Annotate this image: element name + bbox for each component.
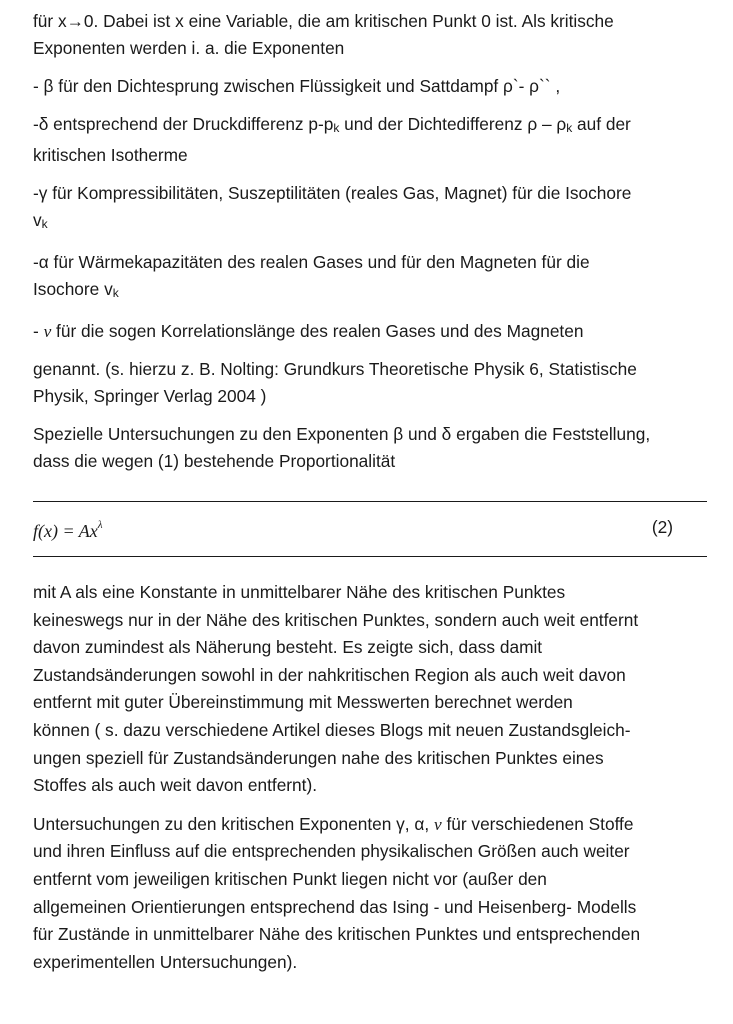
intro-line-1: für x→0. Dabei ist x eine Variable, die am kritischen Punkt 0 ist. Als kritische	[33, 11, 614, 31]
alpha-subscript-k: k	[112, 286, 119, 300]
delta-subscript-k1: k	[333, 121, 340, 135]
nu-dash: -	[33, 321, 44, 341]
special-paragraph	[33, 421, 713, 475]
delta-line-2: kritischen Isotherme	[33, 145, 188, 165]
after-line-3: davon zumindest als Näherung besteht. Es zeigte sich, dass damit	[33, 637, 543, 658]
nu-symbol: ν	[43, 322, 52, 341]
after-line-4: Zustandsänderungen sowohl in der nahkritischen Region als auch weit davon	[33, 664, 626, 685]
last-line-6: experimentellen Untersuchungen).	[33, 951, 298, 972]
equation-formula	[33, 514, 103, 545]
alpha-line-2: Isochore v	[33, 279, 113, 299]
after-line-2: keineswegs nur in der Nähe des kritischen Punktes, sondern auch weit entfernt	[33, 609, 639, 630]
equation-row	[33, 502, 713, 556]
gamma-line-1: -γ für Kompressibilitäten, Suszeptilitäten (reales Gas, Magnet) für die Isochore	[33, 183, 632, 203]
delta-text-b: und der Dichtedifferenz ρ – ρ	[339, 114, 567, 134]
gamma-v: v	[33, 210, 42, 230]
exponent-delta-item	[33, 111, 713, 169]
delta-subscript-k2: k	[566, 121, 573, 135]
last-line-2: und ihren Einfluss auf die entsprechenden physikalischen Größen auch weiter	[33, 841, 630, 862]
after-line-6: können ( s. dazu verschiedene Artikel dieses Blogs mit neuen Zustandsgleich-	[33, 719, 631, 740]
equation-lhs: f(x) = Ax	[33, 521, 98, 541]
last-line-5: für Zustände in unmittelbarer Nähe des kritischen Punktes und entsprechenden	[33, 924, 641, 945]
special-line-2: dass die wegen (1) bestehende Proportionalität	[33, 451, 396, 471]
last-line-1a: Untersuchungen zu den kritischen Exponenten γ, α,	[33, 813, 434, 834]
intro-paragraph	[33, 8, 713, 62]
equation-exponent: λ	[97, 519, 103, 531]
beta-text: - β für den Dichtesprung zwischen Flüssigkeit und Sattdampf ρ`- ρ`` ,	[33, 76, 561, 96]
last-paragraph	[33, 811, 713, 977]
after-equation-paragraph	[33, 579, 713, 800]
after-line-8: Stoffes als auch weit davon entfernt).	[33, 775, 318, 796]
alpha-line-1: -α für Wärmekapazitäten des realen Gases und für den Magneten für die	[33, 252, 590, 272]
delta-text-c: auf der	[572, 114, 631, 134]
reference-line-2: Physik, Springer Verlag 2004 )	[33, 386, 267, 406]
special-line-1: Spezielle Untersuchungen zu den Exponenten β und δ ergaben die Feststellung,	[33, 424, 651, 444]
gamma-subscript-k: k	[41, 217, 48, 231]
last-nu-symbol: ν	[433, 814, 442, 834]
exponent-alpha-item	[33, 249, 713, 307]
reference-paragraph	[33, 356, 713, 410]
equation-number: (2)	[651, 517, 673, 537]
reference-line-1: genannt. (s. hierzu z. B. Nolting: Grundkurs Theoretische Physik 6, Statistische	[33, 359, 637, 379]
intro-line-2: Exponenten werden i. a. die Exponenten	[33, 38, 345, 58]
exponent-nu-item	[33, 318, 713, 345]
delta-text-a: -δ entsprechend der Druckdifferenz p-p	[33, 114, 334, 134]
after-line-1: mit A als eine Konstante in unmittelbarer Nähe des kritischen Punktes	[33, 582, 566, 602]
after-line-5: entfernt mit guter Übereinstimmung mit Messwerten berechnet werden	[33, 692, 573, 713]
document-page	[33, 8, 713, 976]
nu-text: für die sogen Korrelationslänge des realen Gases und des Magneten	[51, 321, 584, 341]
exponent-beta-item	[33, 73, 713, 100]
last-line-1b: für verschiedenen Stoffe	[441, 813, 634, 834]
last-line-3: entfernt vom jeweiligen kritischen Punkt liegen nicht vor (außer den	[33, 868, 547, 889]
exponent-gamma-item	[33, 180, 713, 238]
after-line-7: ungen speziell für Zustandsänderungen nahe des kritischen Punktes eines	[33, 747, 604, 768]
last-line-4: allgemeinen Orientierungen entsprechend das Ising - und Heisenberg- Modells	[33, 896, 637, 917]
